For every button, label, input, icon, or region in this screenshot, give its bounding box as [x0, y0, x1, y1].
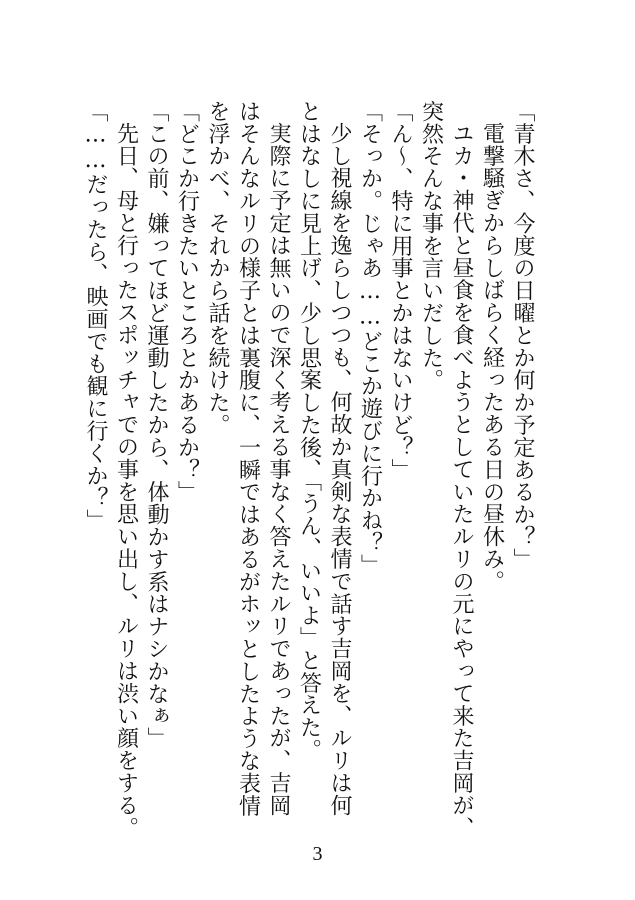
text-line: 実際に予定は無いので深く考える事なく答えたルリであったが、吉岡	[266, 122, 291, 817]
text-line: はそんなルリの様子とは裏腹に、一瞬ではあるがホッとしたような表情	[235, 100, 261, 817]
text-line: を浮かべ、それから話を続けた。	[205, 100, 230, 436]
text-line: 「ん～、特に用事とかはないけど？」	[388, 100, 413, 481]
text-line: 少し視線を逸らしつつも、何故か真剣な表情で話す吉岡を、ルリは何	[327, 122, 352, 817]
text-line: ユカ・神代と昼食を食べようとしていたルリの元にやって来た吉岡が、	[449, 122, 474, 839]
page-number: 3	[312, 843, 323, 865]
text-line: 電撃騒ぎからしばらく経ったある日の昼休み。	[479, 122, 505, 593]
text-line: 「……だったら、映画でも観に行くか？」	[83, 100, 108, 532]
text-line: とはなしに見上げ、少し思案した後、「うん、いいよ」と答えた。	[296, 100, 322, 761]
text-line: 「この前、嫌ってほど運動したから、体動かす系はナシかなぁ」	[144, 100, 169, 750]
text-line: 「どこか行きたいところとかあるか？」	[174, 100, 200, 504]
text-line: 先日、母と行ったスポッチャでの事を思い出し、ルリは渋い顔をする。	[113, 122, 139, 839]
vertical-text-body	[80, 100, 538, 839]
text-line: 「そっか。じゃあ……どこか遊びに行かね？」	[357, 100, 383, 577]
text-line: 突然そんな事を言いだした。	[418, 100, 444, 392]
text-line: 「青木さ、今度の日曜とか何か予定あるか？」	[510, 100, 535, 571]
